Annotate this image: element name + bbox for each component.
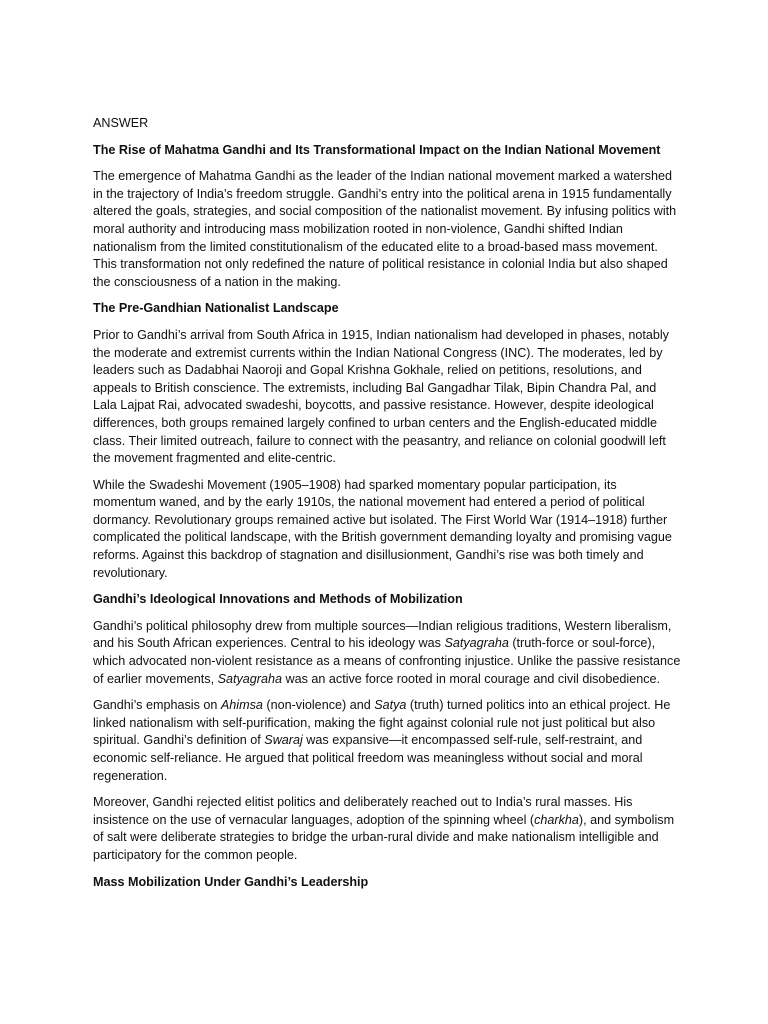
text-run: Moreover, Gandhi rejected elitist politics and deliberately reached out to India’s rural masses. His insistence on the use of vernacular languages, adoption of the spinning wheel ( xyxy=(93,795,633,827)
text-run: was expansive—it encompassed self-rule, self-restraint, and economic self-reliance. He argued that political freedom was meaningless without social and moral regeneration. xyxy=(93,733,643,783)
section-heading-pre-gandhian: The Pre-Gandhian Nationalist Landscape xyxy=(93,301,339,316)
text-run: Gandhi’s emphasis on xyxy=(93,698,221,713)
intro-paragraph: The emergence of Mahatma Gandhi as the leader of the Indian national movement marked a watershed in the trajectory of India’s freedom struggle. Gandhi’s entry into the political arena in 1915 fundamentally altered the goals, strategies, and social composition of the nationalist movement. By infusing politics with moral authority and introducing mass mobilization rooted in non-violence, Gandhi shifted Indian nationalism from the limited constitutionalism of the educated elite to a broad-based mass movement. This transformation not only redefined the nature of political resistance in colonial India but also shaped the consciousness of a nation in the making. xyxy=(93,169,677,289)
document-title: The Rise of Mahatma Gandhi and Its Transformational Impact on the Indian National Movement xyxy=(93,142,661,157)
italic-term: Satyagraha xyxy=(444,636,509,651)
text-run: (truth) turned politics into an ethical project. He linked nationalism with self-purification, making the fight against colonial rule not just political but also spiritual. Gandhi’s definition of xyxy=(93,698,671,748)
italic-term: charkha xyxy=(534,812,579,827)
italic-term: Satya xyxy=(374,698,407,713)
text-run: ), and symbolism of salt were deliberate strategies to bridge the urban-rural divide and make nationalism intelligible and participatory for the common people. xyxy=(93,812,675,862)
paragraph-pre-gandhian-1: Prior to Gandhi’s arrival from South Africa in 1915, Indian nationalism had developed in phases, notably the moderate and extremist currents within the Indian National Congress (INC). The moderates, led by leaders such as Dadabhai Naoroji and Gopal Krishna Gokhale, relied on petitions, resolutions, and appeals to British conscience. The extremists, including Bal Gangadhar Tilak, Bipin Chandra Pal, and Lala Lajpat Rai, advocated swadeshi, boycotts, and passive resistance. However, despite ideological differences, both groups remained largely confined to urban centers and the English-educated middle class. Their limited outreach, failure to connect with the peasantry, and reliance on colonial goodwill left the movement fragmented and elite-centric. xyxy=(93,327,669,466)
paragraph-pre-gandhian-2: While the Swadeshi Movement (1905–1908) had sparked momentary popular participation, its momentum waned, and by the early 1910s, the national movement had entered a period of political dormancy. Revolutionary groups remained active but isolated. The First World War (1914–1918) further complicated the political landscape, with the British government demanding loyalty and promising vague reforms. Against this backdrop of stagnation and disillusionment, Gandhi’s rise was both timely and revolutionary. xyxy=(93,477,672,580)
italic-term: Swaraj xyxy=(264,733,303,748)
section-heading-ideology: Gandhi’s Ideological Innovations and Methods of Mobilization xyxy=(93,592,463,607)
paragraph-ideology-3 xyxy=(93,794,683,864)
answer-label: ANSWER xyxy=(93,116,149,130)
document-page xyxy=(93,115,683,900)
paragraph-ideology-2 xyxy=(93,697,683,785)
section-heading-mass-mobilization: Mass Mobilization Under Gandhi’s Leadership xyxy=(93,874,369,889)
text-run: (truth-force or soul-force), which advocated non-violent resistance as a means of confronting injustice. Unlike the passive resistance of earlier movements, xyxy=(93,636,681,686)
text-run: was an active force rooted in moral courage and civil disobedience. xyxy=(282,671,661,686)
text-run: Gandhi’s political philosophy drew from multiple sources—Indian religious traditions, Western liberalism, and his South African experiences. Central to his ideology was xyxy=(93,618,672,651)
italic-term: Satyagraha xyxy=(217,671,283,686)
text-run: (non-violence) and xyxy=(262,698,375,713)
paragraph-ideology-1 xyxy=(93,618,683,688)
italic-term: Ahimsa xyxy=(220,698,263,713)
